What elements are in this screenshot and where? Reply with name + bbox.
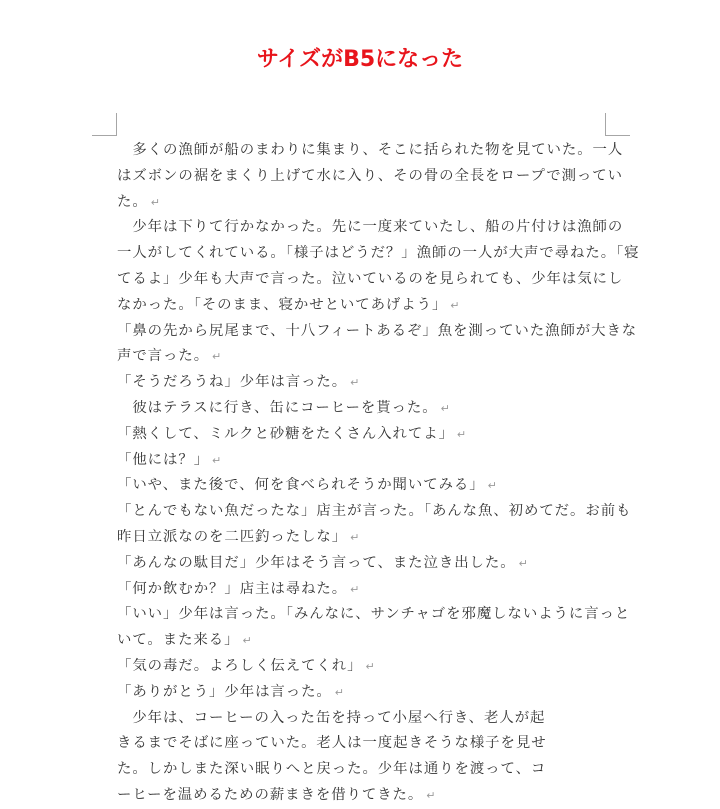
paragraph-mark-icon: ↵ — [518, 556, 529, 570]
text-line: ーヒーを温めるための薪まきを借りてきた。 ↵ — [117, 786, 437, 803]
text-line: 「いや、また後で、何を食べられそうか聞いてみる」 ↵ — [117, 477, 498, 494]
paragraph — [117, 680, 607, 706]
paragraph-mark-icon: ↵ — [150, 195, 161, 209]
paragraph-mark-icon: ↵ — [440, 401, 451, 415]
paragraph — [117, 499, 632, 551]
paragraph — [117, 551, 607, 577]
text-line: た。 ↵ — [117, 193, 161, 210]
text-line: 彼はテラスに行き、缶にコーヒーを貰った。 ↵ — [117, 399, 451, 416]
margin-corner-mark-right — [605, 113, 630, 136]
paragraph — [117, 422, 607, 448]
paragraph — [117, 577, 607, 603]
paragraph — [117, 396, 607, 422]
text-line: 「とんでもない魚だったな」店主が言った。「あんな魚、初めてだ。お前も — [117, 503, 632, 520]
paragraph — [117, 215, 640, 318]
text-line: 「鼻の先から尻尾まで、十八フィートあるぞ」魚を測っていた漁師が大きな — [117, 322, 638, 339]
text-line: 少年は、コーヒーの入った缶を持って小屋へ行き、老人が起 — [117, 709, 546, 726]
text-line: 昨日立派なのを二匹釣ったしな」 ↵ — [117, 528, 361, 545]
paragraph-mark-icon: ↵ — [365, 659, 376, 673]
paragraph — [117, 473, 607, 499]
text-line: いて。また来る」 ↵ — [117, 632, 253, 649]
text-line: 「他には？」 ↵ — [117, 451, 223, 468]
paragraph-mark-icon: ↵ — [350, 530, 361, 544]
text-line: 「いい」少年は言った。「みんなに、サンチャゴを邪魔しないように言っと — [117, 606, 631, 623]
text-line: 少年は下りて行かなかった。先に一度来ていたし、船の片付けは漁師の — [117, 219, 624, 236]
paragraph-mark-icon: ↵ — [487, 479, 498, 493]
text-line: なかった。「そのまま、寝かせといてあげよう」 ↵ — [117, 296, 461, 313]
text-line: 一人がしてくれている。「様子はどうだ？」漁師の一人が大声で尋ねた。「寝 — [117, 245, 640, 262]
text-line: きるまでそばに座っていた。老人は一度起きそうな様子を見せ — [117, 735, 547, 752]
text-line: 声で言った。 ↵ — [117, 348, 223, 365]
paragraph — [117, 602, 631, 654]
text-line: 「気の毒だ。よろしく伝えてくれ」 ↵ — [117, 657, 376, 674]
paragraph-mark-icon: ↵ — [334, 685, 345, 699]
paragraph — [117, 706, 607, 809]
text-line: 「ありがとう」少年は言った。 ↵ — [117, 683, 345, 700]
paragraph-mark-icon: ↵ — [212, 350, 223, 364]
paragraph-mark-icon: ↵ — [350, 582, 361, 596]
text-line: 「あんなの駄目だ」少年はそう言って、また泣き出した。 ↵ — [117, 554, 529, 571]
text-line: 多くの漁師が船のまわりに集まり、そこに括られた物を見ていた。一人 — [117, 142, 624, 158]
margin-corner-mark-left — [92, 113, 117, 136]
paragraph-mark-icon: ↵ — [212, 453, 223, 467]
paragraph — [117, 370, 607, 396]
paragraph-mark-icon: ↵ — [426, 788, 437, 802]
paragraph — [117, 138, 624, 215]
paragraph-mark-icon: ↵ — [450, 298, 461, 312]
paragraph — [117, 654, 607, 680]
text-line: はズボンの裾をまくり上げて水に入り、その骨の全長をロープで測ってい — [117, 167, 623, 184]
text-line: 「そうだろうね」少年は言った。 ↵ — [117, 374, 361, 391]
text-line: 「何か飲むか？」店主は尋ねた。 ↵ — [117, 580, 361, 597]
document-body[interactable] — [117, 138, 640, 809]
text-line: た。しかしまた深い眠りへと戻った。少年は通りを渡って、コ — [117, 761, 547, 778]
text-line: 「熱くして、ミルクと砂糖をたくさん入れてよ」 ↵ — [117, 425, 468, 442]
text-line: てるよ」少年も大声で言った。泣いているのを見られても、少年は気にし — [117, 270, 624, 287]
paragraph — [117, 448, 607, 474]
paragraph — [117, 319, 638, 371]
paragraph-mark-icon: ↵ — [456, 427, 468, 441]
paragraph-mark-icon: ↵ — [350, 376, 361, 390]
caption-title: サイズがB5になった — [256, 47, 464, 72]
paragraph-mark-icon: ↵ — [242, 634, 253, 648]
